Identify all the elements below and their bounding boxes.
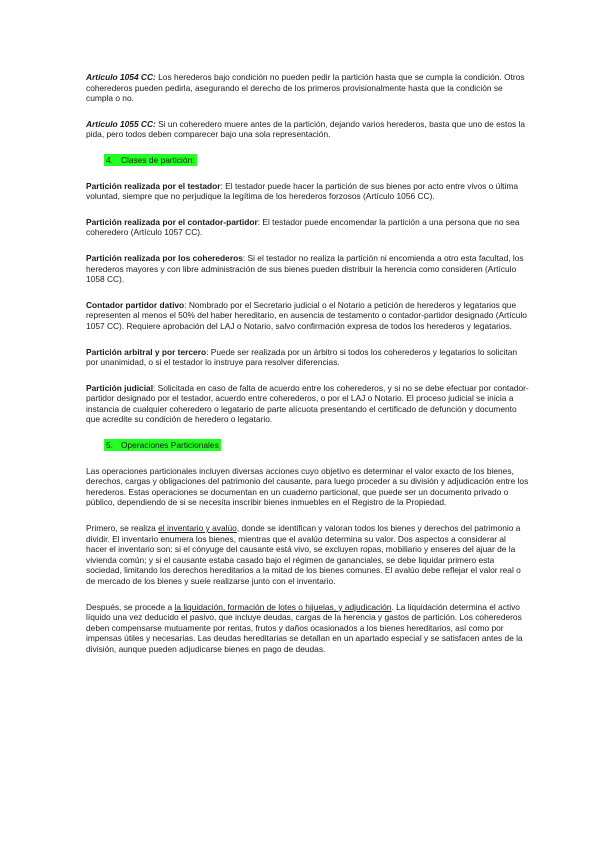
- inventario-text: , donde se identifican y valoran todos los bienes y derechos del patrimonio a dividir. El inventario enumera los bienes, mientras que el avalúo determina su valor. Dos aspectos a considerar al hacer el inventario son: si el cónyuge del causante está vivo, se excluyen ropas, mobiliario y enseres del ajuar de la vivienda común; y si el causante estaba casado bajo el régimen de gananciales, se debe liquidar primero esta sociedad, limitando los derechos hereditarios a la mitad de los bienes comunes. El avalúo debe reflejar el valor real o de mercado de los bienes y suele realizarse junto con el inventario.: [86, 523, 521, 586]
- particion-arbitral-text: : Puede ser realizada por un árbitro si todos los coherederos y legatarios lo solicitan por unanimidad, o si el testador lo instruye para resolver diferencias.: [86, 346, 518, 368]
- inventario-underlined: el inventario y avalúo: [158, 523, 237, 534]
- particion-coherederos-label: Partición realizada por los coherederos: [86, 252, 243, 263]
- particion-judicial-label: Partición judicial: [86, 382, 154, 393]
- section-4-number: 4.: [106, 154, 113, 165]
- section-5-heading: [86, 440, 529, 451]
- paragraph-article-1055: [86, 119, 529, 140]
- article-1054-label: Artículo 1054 CC:: [86, 72, 156, 82]
- liquidacion-text: . La liquidación determina el activo líquido una vez deducido el pasivo, que incluye deudas, cargas de la herencia y gastos de partición. Los coherederos deben compensarse mutuamente por rentas, frutos y daños ocasionados a los bienes hereditarios, así como por impensas útiles y necesarias. Las deudas hereditarias se detallan en un apartado especial y se satisfacen antes de la división, aunque pueden adjudicarse bienes en pago de deudas.: [86, 601, 523, 654]
- particion-contador-text: : El testador puede encomendar la partición a una persona que no sea coheredero (Artículo 1057 CC).: [86, 216, 520, 238]
- section-5-title: Operaciones Particionales: [121, 440, 219, 451]
- section-5-number: 5.: [106, 440, 113, 451]
- paragraph-contador-dativo: [86, 300, 529, 332]
- particion-testador-text: : El testador puede hacer la partición de sus bienes por acto entre vivos o última voluntad, siempre que no perjudique la legítima de los herederos forzosos (Artículo 1056 CC).: [86, 180, 518, 202]
- inventario-pre: Primero, se realiza: [86, 523, 159, 534]
- section-4-title: Clases de partición:: [121, 154, 195, 165]
- article-1054-text: Los herederos bajo condición no pueden pedir la partición hasta que se cumpla la condición. Otros coherederos pueden pedirla, asegurando el derecho de los primeros provisionalmente hasta que la condición se cumpla o no.: [86, 72, 525, 104]
- paragraph-inventario: [86, 523, 529, 587]
- article-1055-text: Si un coheredero muere antes de la partición, dejando varios herederos, basta que uno de estos la pida, pero todos deben comparecer bajo una sola representación.: [86, 118, 526, 140]
- paragraph-particion-testador: [86, 181, 529, 202]
- paragraph-particion-arbitral: [86, 347, 529, 368]
- particion-judicial-text: : Solicitada en caso de falta de acuerdo entre los coherederos, y si no se debe efectuar por contador-partidor designado por el testador, acuerdo entre coherederos, o por el LAJ o Notario. El proceso judicial se inicia a instancia de cualquier coheredero o legatario de parte alícuota presentando el certificado de defunción y documento que acredite su condición de heredero o legatario.: [86, 382, 529, 425]
- section-4-heading: [86, 155, 529, 166]
- particion-contador-label: Partición realizada por el contador-partidor: [86, 216, 258, 227]
- paragraph-article-1054: [86, 72, 529, 104]
- section-4-highlight: [104, 154, 197, 166]
- liquidacion-pre: Después, se procede a: [86, 601, 175, 612]
- particion-arbitral-label: Partición arbitral y por tercero: [86, 346, 207, 357]
- paragraph-particion-judicial: [86, 383, 529, 425]
- paragraph-particion-contador: [86, 217, 529, 238]
- contador-dativo-text: : Nombrado por el Secretario judicial o el Notario a petición de herederos y legatarios que representen al menos el 50% del haber hereditario, en ausencia de testamento o contador-partidor designado (Artículo 1057 CC). Requiere aprobación del LAJ o Notario, salvo confirmación expresa de todos los herederos y legatarios.: [86, 299, 527, 331]
- particion-coherederos-text: : Si el testador no realiza la partición ni encomienda a otro esta facultad, los herederos mayores y con libre administración de sus bienes pueden distribuir la herencia como consideren (Artículo 1058 CC).: [86, 252, 524, 285]
- section-5-highlight: [104, 439, 221, 451]
- paragraph-operaciones-intro: Las operaciones particionales incluyen diversas acciones cuyo objetivo es determinar el valor exacto de los bienes, derechos, cargas y obligaciones del patrimonio del causante, para luego proceder a su división y adjudicación entre los herederos. Estas operaciones se documentan en un cuaderno particional, que puede ser un documento privado o público, dependiendo de si se necesita inscribir bienes inmuebles en el Registro de la Propiedad.: [86, 465, 529, 508]
- particion-testador-label: Partición realizada por el testador: [86, 180, 221, 191]
- article-1055-label: Artículo 1055 CC:: [86, 118, 156, 129]
- contador-dativo-label: Contador partidor dativo: [86, 299, 185, 310]
- paragraph-particion-coherederos: [86, 253, 529, 285]
- liquidacion-underlined: la liquidación, formación de lotes o hijuelas, y adjudicación: [174, 601, 392, 612]
- paragraph-liquidacion: [86, 602, 529, 655]
